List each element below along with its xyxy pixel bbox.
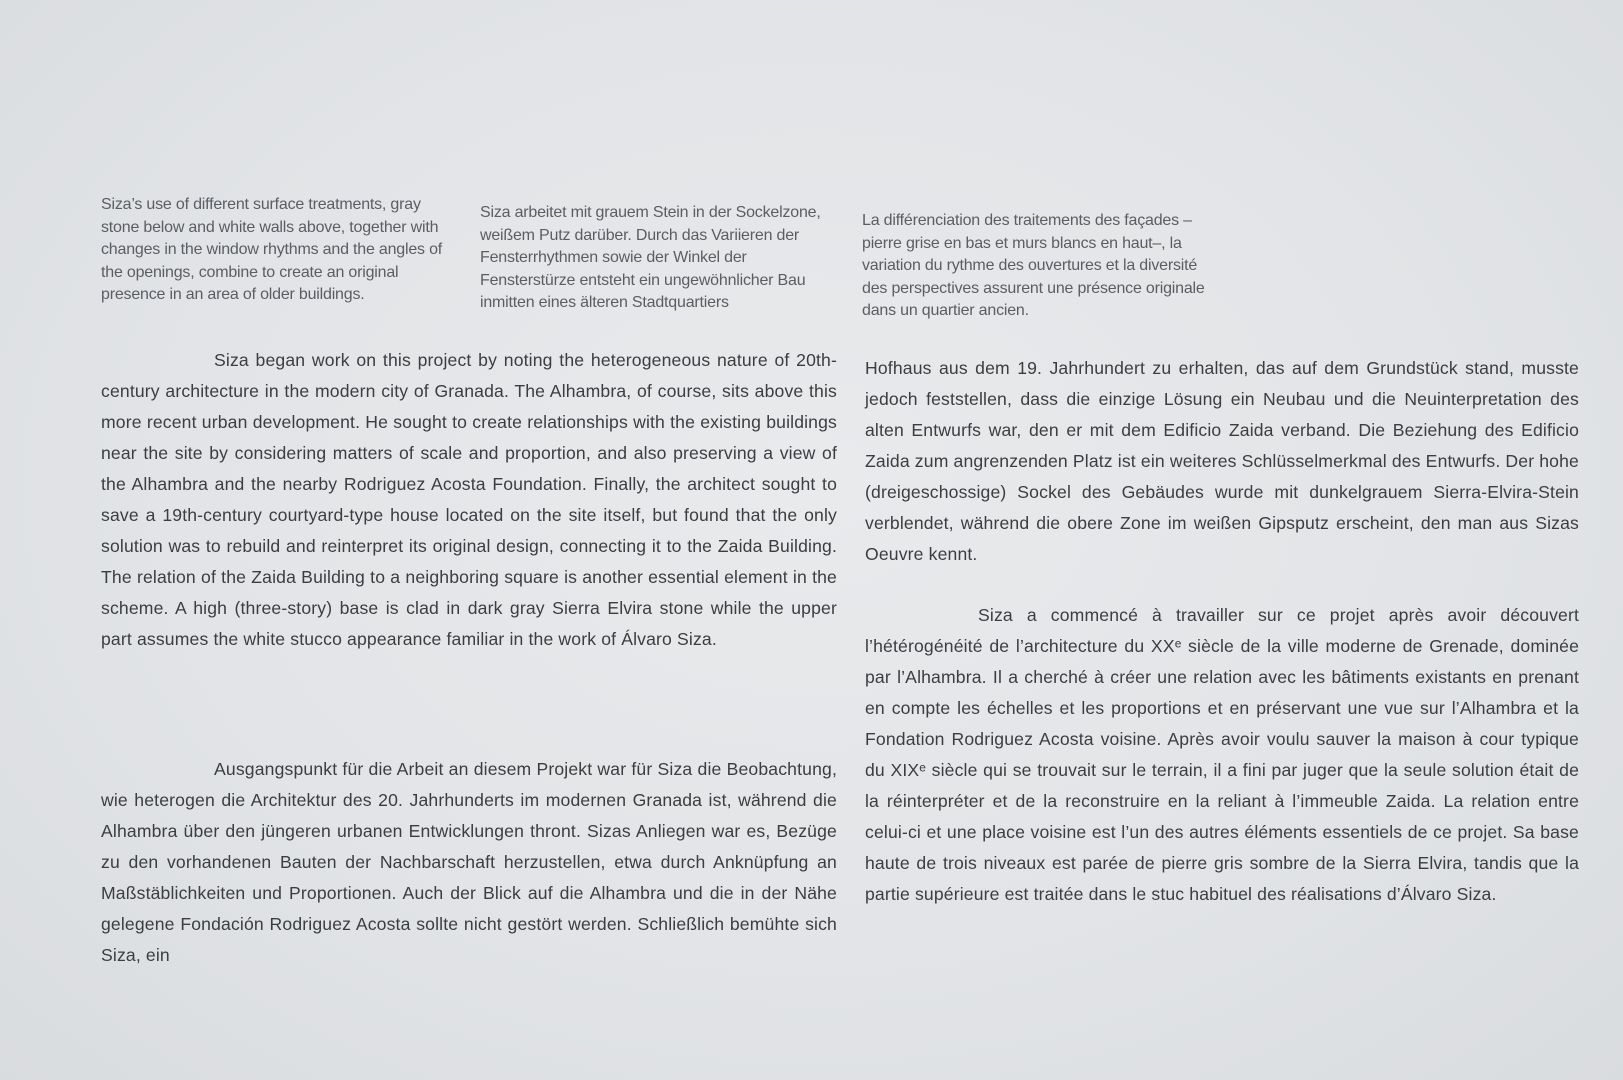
- caption-english: Siza’s use of different surface treatments, gray stone below and white walls above, together with changes in the window rhythms and the angles of the openings, combine to create an original presence in an area of older buildings.: [101, 196, 443, 303]
- paragraph-german-end: Hofhaus aus dem 19. Jahrhundert zu erhalten, das auf dem Grundstück stand, musste jedoch feststellen, dass die einzige Lösung ein Neubau und die Neuinterpretation des alten Entwurfs war, den er mit dem Edificio Zaida verband. Die Beziehung des Edificio Zaida zum angrenzenden Platz ist ein weiteres Schlüsselmerkmal des Entwurfs. Der hohe (dreigeschossige) Sockel des Gebäudes wurde mit dunkelgrauem Sierra-Elvira-Stein verblendet, während die obere Zone im weißen Gipsputz erscheint, den man aus Sizas Oeuvre kennt.: [865, 358, 1579, 564]
- paragraph-german-start: Ausgangspunkt für die Arbeit an diesem Projekt war für Siza die Beobachtung, wie heterogen die Architektur des 20. Jahrhunderts im modernen Granada ist, während die Alhambra über den jüngeren urbanen Entwicklungen thront. Sizas Anliegen war es, Bezüge zu den vorhandenen Bauten der Nachbarschaft herzustellen, etwa durch Anknüpfung an Maßstäblichkeiten und Proportionen. Auch der Blick auf die Alhambra und die in der Nähe gelegene Fondación Rodriguez Acosta sollte nicht gestört werden. Schließlich bemühte sich Siza, ein: [101, 759, 837, 965]
- paragraph-french: Siza a commencé à travailler sur ce projet après avoir découvert l’hétérogénéité de l’architecture du XXᵉ siècle de la ville moderne de Grenade, dominée par l’Alhambra. Il a cherché à créer une relation avec les bâtiments existants en prenant en compte les échelles et les proportions et en préservant une vue sur l’Alhambra et la Fondation Rodriguez Acosta voisine. Après avoir voulu sauver la maison à cour typique du XIXᵉ siècle qui se trouvait sur le terrain, il a fini par juger que la seule solution était de la réinterpréter et de la reconstruire en la reliant à l’immeuble Zaida. La relation entre celui-ci et une place voisine est l’un des autres éléments essentiels de ce projet. Sa base haute de trois niveaux est parée de pierre gris sombre de la Sierra Elvira, tandis que la partie supérieure est traitée dans le stuc habituel des réalisations d’Álvaro Siza.: [865, 605, 1579, 904]
- caption-french: La différenciation des traitements des façades –pierre grise en bas et murs blancs en haut–, la variation du rythme des ouvertures et la diversité des perspectives assurent une présence originale dans un quartier ancien.: [862, 212, 1205, 319]
- body-english: [101, 345, 837, 655]
- caption-german: Siza arbeitet mit grauem Stein in der Sockelzone, weißem Putz darüber. Durch das Variieren der Fensterrhythmen sowie der Winkel der Fensterstürze entsteht ein ungewöhnlicher Bau inmitten eines älteren Stadtquartiers: [480, 204, 821, 311]
- body-french: [865, 600, 1579, 910]
- body-german: [101, 754, 837, 971]
- body-german-continued: [865, 353, 1579, 570]
- paragraph-english: Siza began work on this project by noting the heterogeneous nature of 20th-century architecture in the modern city of Granada. The Alhambra, of course, sits above this more recent urban development. He sought to create relationships with the existing buildings near the site by considering matters of scale and proportion, and also preserving a view of the Alhambra and the nearby Rodriguez Acosta Foundation. Finally, the architect sought to save a 19th-century courtyard-type house located on the site itself, but found that the only solution was to rebuild and reinterpret its original design, connecting it to the Zaida Building. The relation of the Zaida Building to a neighboring square is another essential element in the scheme. A high (three-story) base is clad in dark gray Sierra Elvira stone while the upper part assumes the white stucco appearance familiar in the work of Álvaro Siza.: [101, 350, 837, 649]
